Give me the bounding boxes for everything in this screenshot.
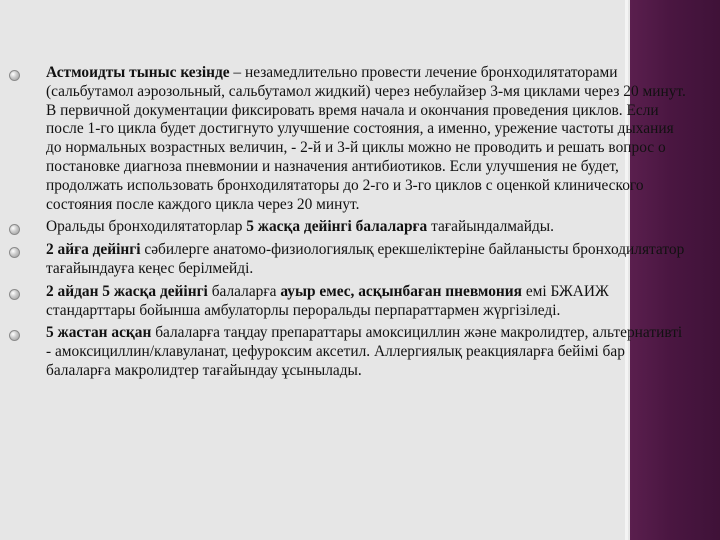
slide-text-content (8, 64, 688, 385)
body-text: балаларға таңдау препараттары амоксициллин және макролидтер, альтернативті - амоксициллин/клавуланат, цефуроксим аксетил. Аллергиялық реакцияларға бейімі бар балаларға макролидтер тағайындау ұсынылады. (46, 324, 683, 379)
emphasis-text: 5 жастан асқан (46, 324, 152, 342)
emphasis-text: 5 жасқа дейінгі балаларға (246, 218, 428, 236)
emphasis-text: Астмоидты тыныс кезінде (46, 64, 230, 81)
body-text: балаларға (207, 282, 281, 300)
bullet-list (8, 64, 688, 381)
emphasis-text: ауыр емес, асқынбаған пневмония (280, 282, 522, 300)
body-text: – незамедлительно провести лечение бронходилятаторами (сальбутамол аэрозольный, сальбутамол жидкий) через небулайзер 3-мя циклами через 20 минут. В первичной документации фиксировать время начала и окончания проведения циклов. Если после 1-го цикла будет достигнуто улучшение состояния, а именно, урежение частоты дыхания до нормальных возрастных величин, - 2-й и 3-й циклы можно не проводить и решать вопрос о постановке диагноза пневмонии и назначения антибиотиков. Если улучшения не будет, продолжать использовать бронходилятаторы до 2-го и 3-го циклов с оценкой клинического состояния после каждого цикла через 20 минут. (46, 64, 686, 213)
list-item (8, 324, 688, 380)
bullet-icon (9, 70, 20, 81)
body-text: емі БЖАИЖ стандарттары бойынша амбулаторлы пероральды перпараттармен жүргізіледі. (46, 282, 609, 319)
bullet-icon (9, 224, 20, 235)
bullet-icon (9, 289, 20, 300)
list-item (8, 64, 688, 214)
body-text: тағайындалмайды. (427, 218, 554, 236)
bullet-icon (9, 330, 20, 341)
emphasis-text: 2 айдан 5 жасқа дейінгі (46, 282, 208, 300)
emphasis-text: 2 айға дейінгі (46, 241, 141, 259)
bullet-icon (9, 247, 20, 258)
body-text: сәбилерге анатомо-физиологиялық ерекшеліктеріне байланысты бронходилятатор тағайындауға кеңес берілмейді. (46, 241, 685, 277)
body-text: Оральды бронходилятаторлар (46, 218, 247, 236)
list-item (8, 218, 688, 237)
list-item (8, 283, 688, 321)
list-item (8, 241, 688, 279)
